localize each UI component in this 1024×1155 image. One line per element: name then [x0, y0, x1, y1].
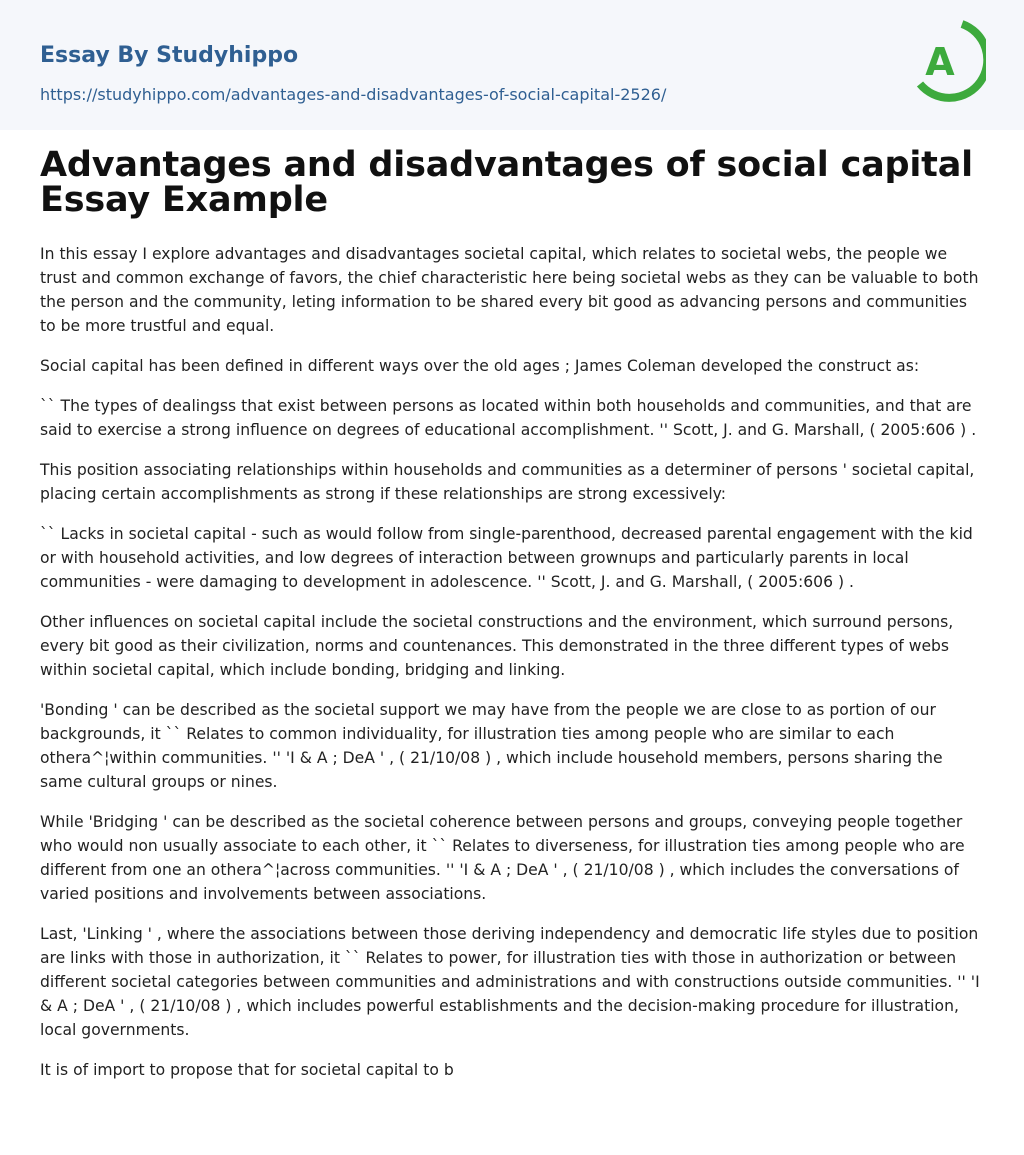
essay-quote: `` The types of dealingss that exist between persons as located within both households and communities, and that are said to exercise a strong influence on degrees of educational accomplishment. '' Scott, J. and G. Marshall, ( 2005:606 ) .	[40, 397, 977, 439]
logo-letter: A	[925, 40, 955, 84]
essay-paragraph: In this essay I explore advantages and disadvantages societal capital, which relates to societal webs, the people we trust and common exchange of favors, the chief characteristic here being societal webs as they can be valuable to both the person and the community, leting information to be shared every bit good as advancing persons and communities to be more trustful and equal.	[40, 245, 979, 335]
essay-paragraph: While 'Bridging ' can be described as the societal coherence between persons and groups, conveying people together who would non usually associate to each other, it `` Relates to diverseness, for illustration ties among people who are different from one an othera^¦across communities. '' 'I & A ; DeA ' , ( 21/10/08 ) , which includes the conversations of varied positions and involvements between associations.	[40, 813, 965, 903]
essay-quote: `` Lacks in societal capital - such as would follow from single-parenthood, decreased parental engagement with the kid or with household activities, and low degrees of interaction between grownups and particularly parents in local communities - were damaging to development in adolescence. '' Scott, J. and G. Marshall, ( 2005:606 ) .	[40, 525, 973, 591]
essay-paragraph: Other influences on societal capital include the societal constructions and the environment, which surround persons, every bit good as their civilization, norms and countenances. This demonstrated in the three different types of webs within societal capital, which include bonding, bridging and linking.	[40, 613, 954, 679]
essay-title: Advantages and disadvantages of social capital Essay Example	[40, 145, 973, 220]
site-title: Essay By Studyhippo	[40, 43, 299, 68]
studyhippo-logo-icon[interactable]	[914, 18, 986, 106]
essay-paragraph: Last, 'Linking ' , where the associations between those deriving independency and democratic life styles due to position are links with those in authorization, it `` Relates to power, for illustration ties with those in authorization or between different societal categories between communities and administrations and with constructions outside communities. '' 'I & A ; DeA ' , ( 21/10/08 ) , which includes powerful establishments and the decision-making procedure for illustration, local governments.	[40, 925, 980, 1039]
site-header	[0, 0, 1024, 130]
essay-content	[0, 130, 1024, 1082]
essay-paragraph-truncated: It is of import to propose that for societal capital to b	[40, 1061, 454, 1079]
source-url-link[interactable]: https://studyhippo.com/advantages-and-disadvantages-of-social-capital-2526/	[40, 85, 667, 104]
essay-paragraph: Social capital has been defined in different ways over the old ages ; James Coleman developed the construct as:	[40, 357, 920, 375]
essay-paragraph: This position associating relationships within households and communities as a determiner of persons ' societal capital, placing certain accomplishments as strong if these relationships are strong excessively:	[40, 461, 975, 503]
essay-paragraph: 'Bonding ' can be described as the societal support we may have from the people we are close to as portion of our backgrounds, it `` Relates to common individuality, for illustration ties among people who are similar to each othera^¦within communities. '' 'I & A ; DeA ' , ( 21/10/08 ) , which include household members, persons sharing the same cultural groups or nines.	[40, 701, 943, 791]
